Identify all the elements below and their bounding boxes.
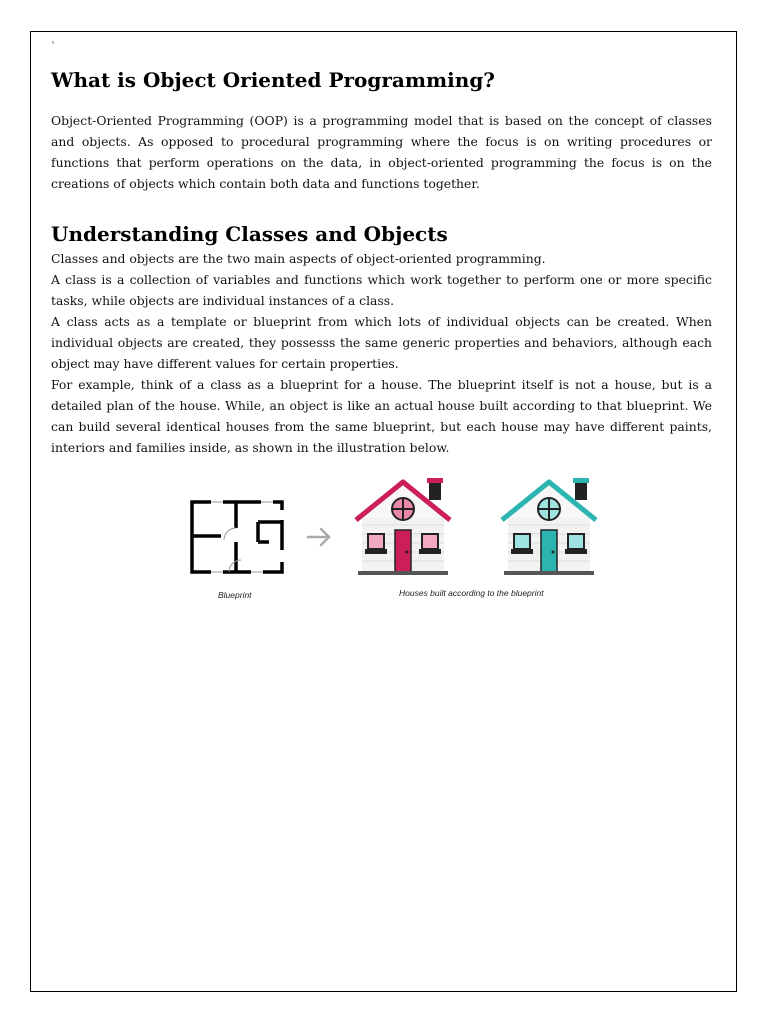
caption-houses: Houses built according to the blueprint: [399, 588, 544, 598]
paragraph-class-definition: A class is a collection of variables and functions which work together to perform one or more specific tasks, while objects are individual instances of a class.: [51, 272, 712, 308]
document-page: [30, 31, 737, 992]
paragraph-class-template: A class acts as a template or blueprint from which lots of individual objects can be created. When individual objects are created, they possesss the same generic properties and behaviors, although each object may have different values for certain properties.: [51, 314, 712, 371]
blueprint-floorplan: [192, 502, 282, 572]
stray-mark: `: [51, 42, 56, 53]
house-teal: [502, 478, 596, 575]
paragraph-house-example: For example, think of a class as a blueprint for a house. The blueprint itself is not a house, but is a detailed plan of the house. While, an object is like an actual house built according to that blueprint. We can build several identical houses from the same blueprint, but each house may have different paints, interiors and families inside, as shown in the illustration below.: [51, 377, 712, 455]
heading-oop: What is Object Oriented Programming?: [51, 68, 496, 92]
heading-classes-objects: Understanding Classes and Objects: [51, 222, 448, 246]
document-content: [51, 42, 712, 610]
house-magenta: [356, 478, 450, 575]
blueprint-houses-illustration: [51, 470, 712, 610]
caption-blueprint: Blueprint: [218, 590, 252, 600]
illustration-svg: [51, 470, 712, 610]
paragraph-oop-definition: Object-Oriented Programming (OOP) is a programming model that is based on the concept of classes and objects. As opposed to procedural programming where the focus is on writing procedures or functions that perform operations on the data, in object-oriented programming the focus is on the creations of objects which contain both data and functions together.: [51, 113, 712, 191]
arrow-icon: [308, 529, 329, 545]
paragraph-two-aspects: Classes and objects are the two main aspects of object-oriented programming.: [51, 251, 546, 266]
